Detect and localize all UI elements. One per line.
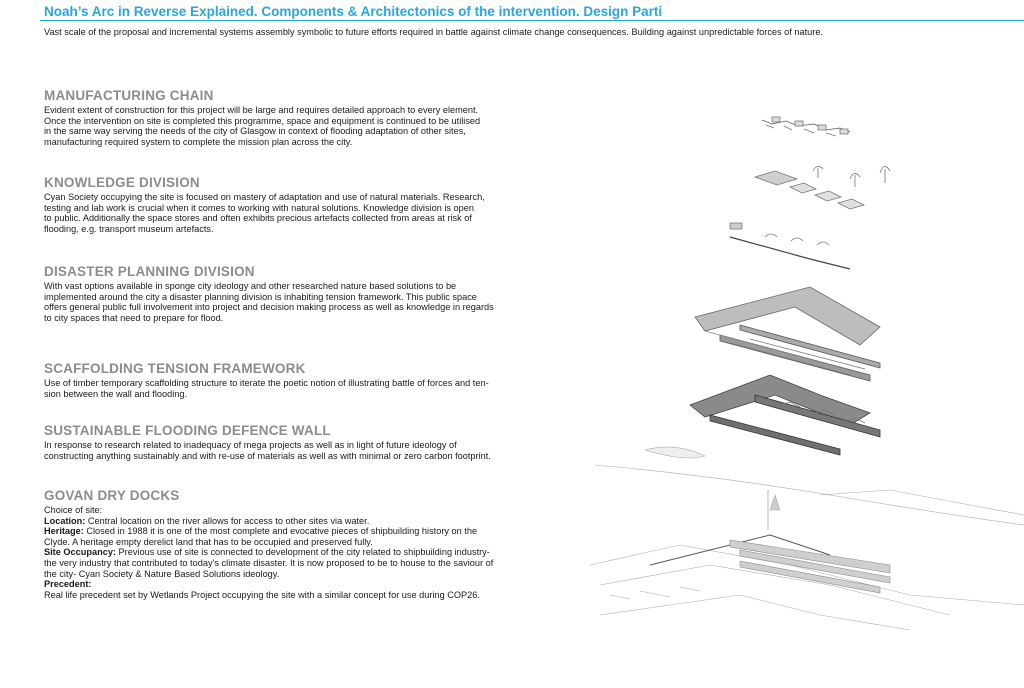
body-line: Evident extent of construction for this project will be large and requires detailed approach to every element.: [44, 105, 479, 115]
knowledge-elements: [755, 166, 890, 209]
body-line: [44, 547, 589, 558]
scaffolding-framework: [695, 287, 880, 381]
exploded-axonometric-drawing: [590, 95, 1024, 630]
page-subtitle: Vast scale of the proposal and incremental systems assembly symbolic to future efforts required in battle against climate change consequences. Building against unpredictable forces of nature.: [44, 27, 823, 37]
body-line: to public. Additionally the space stores and often exhibits precious artefacts collected from areas at risk of: [44, 213, 472, 224]
header-divider: [40, 20, 1024, 21]
section-heading: MANUFACTURING CHAIN: [44, 88, 214, 103]
body-line: [44, 516, 589, 527]
section-scaffolding-framework: [44, 361, 589, 399]
heritage-text: Closed in 1988 it is one of the most complete and evocative pieces of shipbuilding history on the: [83, 526, 478, 537]
occupancy-label: Site Occupancy:: [44, 547, 116, 558]
section-flooding-defence-wall: [44, 423, 589, 461]
location-text: Central location on the river allows for access to other sites via water.: [85, 515, 370, 526]
disaster-planning-elements: [730, 223, 850, 269]
heritage-label: Heritage:: [44, 526, 84, 537]
body-line: the very industry that contributed to today’s climate disaster. It is now proposed to be to house to the saviour of: [44, 557, 494, 568]
body-line: With vast options available in sponge city ideology and other researched nature based solutions to be: [44, 281, 457, 291]
body-line: Real life precedent set by Wetlands Project occupying the site with a similar concept for use during COP26.: [44, 589, 480, 600]
location-label: Location:: [44, 515, 86, 526]
body-line: Once the intervention on site is completed this programme, space and equipment is continued to be utilised: [44, 115, 481, 126]
body-line: manufacturing required system to complete the mission plan across the city.: [44, 136, 353, 147]
section-body: [44, 378, 589, 399]
section-body: [44, 105, 589, 147]
section-body: [44, 192, 589, 234]
body-line: flooding, e.g. transport museum artefacts.: [44, 223, 214, 234]
page-title: Noah’s Arc in Reverse Explained. Components & Architectonics of the intervention. Design Parti: [44, 4, 663, 19]
body-line: the city- Cyan Society & Nature Based Solutions ideology.: [44, 568, 280, 579]
section-manufacturing-chain: [44, 88, 589, 147]
section-heading: GOVAN DRY DOCKS: [44, 488, 180, 503]
flooding-defence-wall: [690, 375, 880, 455]
section-heading: DISASTER PLANNING DIVISION: [44, 264, 255, 279]
body-line: in the same way serving the needs of the city of Glasgow in context of flooding adaptation of other sites,: [44, 126, 466, 137]
occupancy-text: Previous use of site is connected to development of the city related to shipbuilding industry-: [116, 547, 490, 558]
section-body: [44, 281, 589, 323]
body-line: In response to research related to inadequacy of mega projects as well as in light of future ideology of: [44, 440, 457, 450]
body-line: Choice of site:: [44, 505, 103, 515]
section-heading: SUSTAINABLE FLOODING DEFENCE WALL: [44, 423, 331, 438]
manufacturing-elements: [762, 117, 850, 136]
body-line: implemented around the city a disaster planning division is inhabiting tension framework. This public space: [44, 291, 477, 302]
section-heading: SCAFFOLDING TENSION FRAMEWORK: [44, 361, 306, 376]
govan-site-plan: [590, 447, 1024, 630]
section-body: [44, 440, 589, 461]
body-line: [44, 526, 589, 537]
section-govan-dry-docks: [44, 488, 589, 600]
body-line: Clyde. A heritage empty derelict land that has to be occupied and preserved fully.: [44, 536, 373, 547]
body-line: [44, 579, 589, 590]
body-line: constructing anything sustainably and with re-use of materials as well as with minimal or zero carbon footprint.: [44, 450, 491, 461]
section-knowledge-division: [44, 175, 589, 234]
body-line: offers general public full involvement into project and decision making process as well as knowledge in regards: [44, 302, 494, 313]
section-body: [44, 505, 589, 600]
section-disaster-planning: [44, 264, 589, 323]
body-line: to city spaces that need to prepare for flood.: [44, 312, 224, 323]
section-heading: KNOWLEDGE DIVISION: [44, 175, 200, 190]
body-line: Cyan Society occupying the site is focused on mastery of adaptation and use of natural materials. Research,: [44, 192, 485, 202]
body-line: Use of timber temporary scaffolding structure to iterate the poetic notion of illustrating battle of forces and ten-: [44, 378, 489, 388]
precedent-label: Precedent:: [44, 579, 92, 590]
body-line: sion between the wall and flooding.: [44, 388, 188, 399]
body-line: testing and lab work is crucial when it comes to working with natural solutions. Knowledge division is open: [44, 202, 474, 213]
